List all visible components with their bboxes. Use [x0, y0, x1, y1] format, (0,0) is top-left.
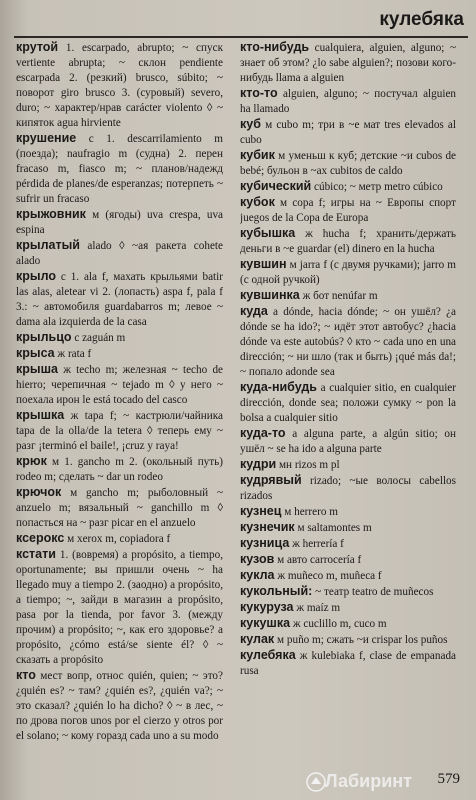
- entry-definition: мн rizos m pl: [278, 459, 340, 471]
- entry-definition: ж бот nenúfar m: [302, 290, 378, 302]
- entry-headword: куб: [240, 117, 261, 131]
- dictionary-entry: [240, 632, 456, 648]
- dictionary-entry: [16, 40, 223, 131]
- dictionary-entry: [240, 226, 456, 257]
- entry-headword: кудрявый: [240, 473, 302, 487]
- entry-headword: куда-нибудь: [240, 380, 317, 394]
- dictionary-entry: [240, 584, 456, 600]
- dictionary-entry: [240, 616, 456, 632]
- entry-headword: кукуруза: [240, 600, 294, 614]
- entry-headword: кулак: [240, 632, 275, 646]
- dictionary-entry: [16, 408, 223, 454]
- entry-definition: ж tapa f; ~ кастрюли/чайника tapa de la olla/de la tetera ◊ теперь ему ~ разг ¡terminó el baile!, ¡cruz y raya!: [16, 410, 223, 452]
- entry-headword: крючок: [16, 485, 62, 499]
- labirint-logo-icon: [306, 772, 326, 792]
- dictionary-entry: [16, 269, 223, 330]
- dictionary-entry: [240, 288, 456, 304]
- dictionary-entry: [240, 257, 456, 288]
- dictionary-entry: [240, 600, 456, 616]
- entry-definition: м puño m; сжать ~и crispar los puños: [277, 634, 448, 646]
- entry-headword: кто-нибудь: [240, 40, 310, 54]
- entry-definition: м saltamontes m: [297, 522, 372, 534]
- dictionary-entry: [16, 485, 223, 531]
- dictionary-entry: [240, 148, 456, 179]
- dictionary-entry: [240, 195, 456, 226]
- entry-headword: кулебяка: [240, 648, 296, 662]
- entry-definition: ж herrería f: [292, 538, 344, 550]
- dictionary-entry: [240, 40, 456, 86]
- dictionary-entry: [240, 380, 456, 426]
- dictionary-entry: [240, 179, 456, 195]
- page-number: 579: [437, 771, 460, 787]
- dictionary-entry: [16, 531, 223, 547]
- entry-headword: кузов: [240, 552, 275, 566]
- left-column: [16, 40, 223, 764]
- entry-headword: крыло: [16, 269, 56, 283]
- entry-headword: кто-то: [240, 86, 278, 100]
- dictionary-entry: [16, 346, 223, 362]
- dictionary-entry: [16, 362, 223, 408]
- entry-definition: ж kulebiaka f, clase de empanada rusa: [240, 650, 456, 677]
- dictionary-entry: [16, 547, 223, 668]
- dictionary-entry: [16, 131, 223, 207]
- entry-headword: крыша: [16, 362, 58, 376]
- dictionary-entry: [16, 454, 223, 485]
- dictionary-entry: [16, 668, 223, 744]
- entry-definition: ж muñeco m, muñeca f: [277, 570, 382, 582]
- dictionary-entry: [240, 536, 456, 552]
- dictionary-entry: [240, 648, 456, 679]
- entry-headword: кузнечик: [240, 520, 295, 534]
- entry-headword: крылатый: [16, 238, 80, 252]
- entry-headword: кузнец: [240, 504, 282, 518]
- entry-definition: м copa f; игры на ~ Европы спорт juegos de la Copa de Europa: [240, 197, 456, 224]
- entry-headword: ксерокс: [16, 531, 65, 545]
- entry-headword: крыса: [16, 346, 55, 360]
- entry-headword: кувшин: [240, 257, 287, 271]
- dictionary-entry: [240, 473, 456, 504]
- entry-headword: кудри: [240, 457, 277, 471]
- dictionary-entry: [240, 552, 456, 568]
- watermark-text: Лабиринт: [324, 771, 412, 791]
- entry-headword: кукольный:: [240, 584, 313, 598]
- entry-headword: крыльцо: [16, 330, 72, 344]
- entry-definition: м авто carrocería f: [277, 554, 362, 566]
- entry-headword: крюк: [16, 454, 47, 468]
- dictionary-entry: [240, 304, 456, 380]
- entry-definition: ж cuclillo m, cuco m: [292, 618, 387, 630]
- running-header: [14, 6, 468, 38]
- entry-headword: кубышка: [240, 226, 296, 240]
- entry-definition: м cubo m; три в ~е мат tres elevados al cubo: [240, 119, 456, 146]
- entry-headword: кубок: [240, 195, 275, 209]
- entry-definition: a alguna parte, a algún sitio; он ушёл ~ se ha ido a alguna parte: [240, 428, 456, 455]
- entry-definition: м уменьш к куб; детские ~и cubos de bebé; бульон в ~ах cubitos de caldo: [240, 150, 456, 177]
- entry-definition: ж hucha f; хранить/держать деньги в ~е guardar (el) dinero en la hucha: [240, 228, 456, 255]
- entry-headword: кубик: [240, 148, 275, 162]
- entry-definition: м (ягоды) uva crespa, uva espina: [16, 209, 223, 236]
- entry-definition: a dónde, hacia dónde; ~ он ушёл? ¿a dónde se ha ido?; ~ идёт этот автобус? ¿hacia dónde va este autobús? ◊ кто ~ cada uno en una dirección; ~ ни шло (так и быть) ¡qué más da!; ~ попало adonde sea: [240, 306, 456, 378]
- entry-headword: крушение: [16, 131, 77, 145]
- dictionary-entry: [240, 457, 456, 473]
- entry-definition: м herrero m: [284, 506, 338, 518]
- entry-definition: a cualquier sitio, en cualquier dirección, donde sea; положи сумку ~ pon la bolsa a cualquier sitio: [240, 382, 456, 424]
- entry-definition: ж rata f: [57, 348, 92, 360]
- entry-definition: rizado; ~ые волосы cabellos rizados: [240, 475, 456, 502]
- entry-definition: ж maíz m: [296, 602, 341, 614]
- entry-headword: крутой: [16, 40, 59, 54]
- entry-definition: с zaguán m: [74, 332, 126, 344]
- dictionary-entry: [240, 520, 456, 536]
- entry-definition: cualquiera, alguien, alguno; ~ знает об этом? ¿lo sabe alguien?; позови кого-нибудь llama a alguien: [240, 42, 456, 84]
- entry-headword: кувшинка: [240, 288, 300, 302]
- entry-headword: куда: [240, 304, 268, 318]
- dictionary-entry: [16, 330, 223, 346]
- entry-definition: м 1. gancho m 2. (окольный путь) rodeo m; сделать ~ dar un rodeo: [16, 456, 223, 483]
- entry-headword: крыжовник: [16, 207, 86, 221]
- dictionary-entry: [240, 426, 456, 457]
- entry-headword: кто: [16, 668, 36, 682]
- entry-definition: 1. (вовремя) a propósito, a tiempo, oportunamente; вы пришли очень ~ ha llegado muy a tiempo 2. (заодно) a propósito, a tiempo; ~, зайди в магазин a propósito, pasa por la tienda, por favor 3. (между прочим) a propósito; ~, как его здоровье? a propósito, ¿cómo está/se siente él? ◊ ~ сказать a propósito: [16, 549, 223, 666]
- page-footer: [0, 766, 476, 800]
- entry-definition: с 1. descarrilamiento m (поезда); naufragio m (судна) 2. перен fracaso m, fiasco m; ~ планов/надежд pérdida de planes/de esperanzas; потерпеть ~ sufrir un fracaso: [16, 133, 223, 205]
- entry-definition: ж techo m; железная ~ techo de hierro; черепичная ~ tejado m ◊ у него ~ поехала ирон le está tocado del casco: [16, 364, 223, 406]
- entry-headword: кукушка: [240, 616, 291, 630]
- entry-definition: 1. escarpado, abrupto; ~ спуск vertiente abrupta; ~ склон pendiente escarpada 2. (резкий) brusco, súbito; ~ поворот giro brusco 3. (суровый) severo, duro; ~ характер/нрав carácter violento ◊ ~ кипяток agua hirviente: [16, 42, 223, 129]
- right-column: [240, 40, 456, 764]
- dictionary-entry: [240, 568, 456, 584]
- dictionary-entry: [16, 207, 223, 238]
- entry-definition: мест вопр, относ quién, quien; ~ это? ¿quién es? ~ там? ¿quién es?, ¿quién va?; ~ это сказал? ¿quién lo ha dicho? ◊ ~ в лес, ~ по дрова погов unos por el cierzo y otros por el solano; ~ кому горазд cada uno a su modo: [16, 670, 223, 742]
- dictionary-entry: [240, 117, 456, 148]
- entry-definition: ~ театр teatro de muñecos: [315, 586, 434, 598]
- entry-definition: м xerox m, copiadora f: [67, 533, 171, 545]
- entry-definition: alado ◊ ~ая ракета cohete alado: [16, 240, 223, 267]
- entry-headword: крышка: [16, 408, 65, 422]
- dictionary-entry: [240, 86, 456, 117]
- entry-definition: м gancho m; рыболовный ~ anzuelo m; вязальный ~ ganchillo m ◊ попасться на ~ разг picar en el anzuelo: [16, 487, 223, 529]
- running-headword: кулебяка: [379, 9, 464, 30]
- entry-headword: кубический: [240, 179, 312, 193]
- entry-definition: cúbico; ~ метр metro cúbico: [314, 181, 443, 193]
- entry-headword: кузница: [240, 536, 290, 550]
- dictionary-entry: [16, 238, 223, 269]
- dictionary-entry: [240, 504, 456, 520]
- entry-headword: кукла: [240, 568, 275, 582]
- entry-definition: alguien, alguno; ~ постучал alguien ha llamado: [240, 88, 456, 115]
- entry-headword: куда-то: [240, 426, 286, 440]
- entry-definition: с 1. ala f, махать крыльями batir las alas, aletear vi 2. (лопасть) aspa f, pala f 3.: ~ автомобиля guardabarros m; левое ~ dama ala izquierda de la casa: [16, 271, 223, 328]
- entry-definition: м jarra f (с двумя ручками); jarro m (с одной ручкой): [240, 259, 456, 286]
- entry-headword: кстати: [16, 547, 56, 561]
